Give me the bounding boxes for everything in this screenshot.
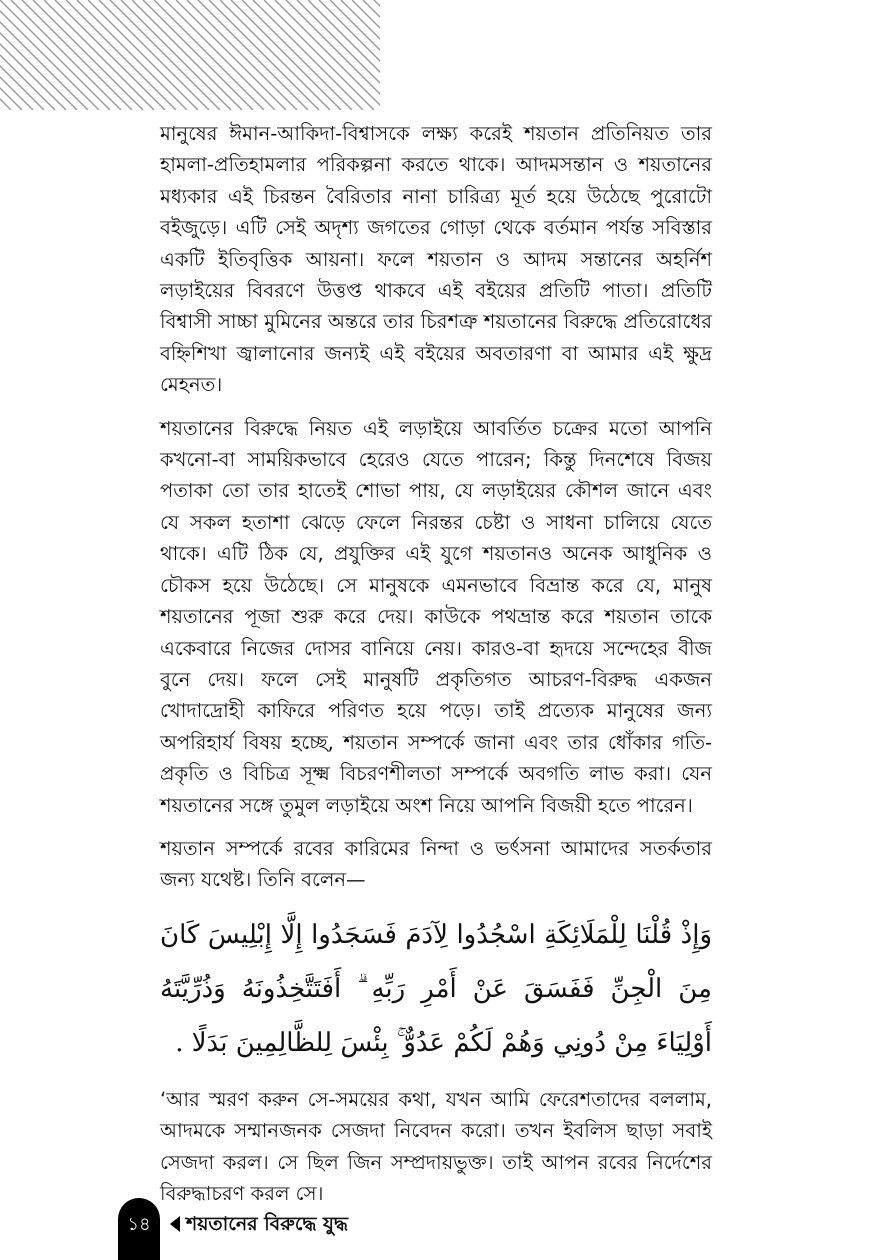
stripe-line xyxy=(319,0,380,110)
stripe-line xyxy=(363,0,380,110)
arabic-verse: وَإِذْ قُلْنَا لِلْمَلَائِكَةِ اسْجُدُوا لِآدَمَ فَسَجَدُوا إِلَّا إِبْلِيسَ كَانَ مِنَ الْجِنِّ فَفَسَقَ عَنْ أَمْرِ رَبِّهِ ۗ أَفَتَتَّخِذُونَهُ وَذُرِّيَّتَهُ أَوْلِيَاءَ مِنْ دُونِي وَهُمْ لَكُمْ عَدُوٌّ ۚ بِئْسَ لِلظَّالِمِينَ بَدَلًا . xyxy=(160,919,712,1058)
paragraph-intro: মানুষের ঈমান-আকিদা-বিশ্বাসকে লক্ষ্য করেই শয়তান প্রতিনিয়ত তার হামলা-প্রতিহামলার পরিকল্পনা করতে থাকে। আদমসন্তান ও শয়তানের মধ্যকার এই চিরন্তন বৈরিতার নানা চারিত্র্য মূর্ত হয়ে উঠেছে পুরোটো বইজুড়ে। এটি সেই অদৃশ্য জগতের গোড়া থেকে বর্তমান পর্যন্ত সবিস্তার একটি ইতিবৃত্তিক আয়না। ফলে শয়তান ও আদম সন্তানের অহর্নিশ লড়াইয়ের বিবরণে উত্তপ্ত থাকবে এই বইয়ের প্রতিটি পাতা। প্রতিটি বিশ্বাসী সাচ্চা মুমিনের অন্তরে তার চিরশত্রু শয়তানের বিরুদ্ধে প্রতিরোধের বহ্নিশিখা জ্বালানোর জন্যই এই বইয়ের অবতারণা বা আমার এই ক্ষুদ্র মেহনত। xyxy=(160,122,712,397)
stripe-pattern xyxy=(0,0,380,110)
page-footer xyxy=(118,1198,418,1260)
stripe-line xyxy=(330,0,380,110)
page-body xyxy=(160,118,712,1221)
running-book-title: শয়তানের বিরুদ্ধে যুদ্ধ xyxy=(186,1213,348,1235)
stripe-line xyxy=(352,0,380,110)
page-number: ১৪ xyxy=(118,1198,160,1260)
left-triangle-icon xyxy=(170,1216,180,1232)
decorative-stripes xyxy=(0,0,380,110)
verse-translation: ‘আর স্মরণ করুন সে-সময়ের কথা, যখন আমি ফেরেশতাদের বললাম, আদমকে সম্মানজনক সেজদা নিবেদন করো। তখন ইবলিস ছাড়া সবাই সেজদা করল। সে ছিল জিন সম্প্রদায়ভুক্ত। তাই আপন রবের নির্দেশের বিরুদ্ধাচরণ করল সে। xyxy=(160,1087,712,1205)
stripe-line xyxy=(286,0,380,110)
paragraph-struggle: শয়তানের বিরুদ্ধে নিয়ত এই লড়াইয়ে আবর্তিত চক্রের মতো আপনি কখনো-বা সাময়িকভাবে হেরেও যেতে পারেন; কিন্তু দিনশেষে বিজয় পতাকা তো তার হাতেই শোভা পায়, যে লড়াইয়ের কৌশল জানে এবং যে সকল হতাশা ঝেড়ে ফেলে নিরন্তর চেষ্টা ও সাধনা চালিয়ে যেতে থাকে। এটি ঠিক যে, প্রযুক্তির এই যুগে শয়তানও অনেক আধুনিক ও চৌকস হয়ে উঠেছে। সে মানুষকে এমনভাবে বিভ্রান্ত করে যে, মানুষ শয়তানের পূজা শুরু করে দেয়। কাউকে পথভ্রান্ত করে শয়তান তাকে একেবারে নিজের দোসর বানিয়ে নেয়। কারও-বা হৃদয়ে সন্দেহের বীজ বুনে দেয়। ফলে সেই মানুষটি প্রকৃতিগত আচরণ-বিরুদ্ধ একজন খোদাদ্রোহী কাফিরে পরিণত হয়ে পড়ে। তাই প্রত্যেক মানুষের জন্য অপরিহার্য বিষয় হচ্ছে, শয়তান সম্পর্কে জানা এবং তার ধোঁকার গতি-প্রকৃতি ও বিচিত্র সূক্ষ্ম বিচরণশীলতা সম্পর্কে অবগতি লাভ করা। যেন শয়তানের সঙ্গে তুমুল লড়াইয়ে অংশ নিয়ে আপনি বিজয়ী হতে পারেন। xyxy=(160,416,712,817)
paragraph-quran-intro: শয়তান সম্পর্কে রবের কারিমের নিন্দা ও ভর্ৎসনা আমাদের সতর্কতার জন্য যথেষ্ট। তিনি বলেন— xyxy=(160,836,712,892)
